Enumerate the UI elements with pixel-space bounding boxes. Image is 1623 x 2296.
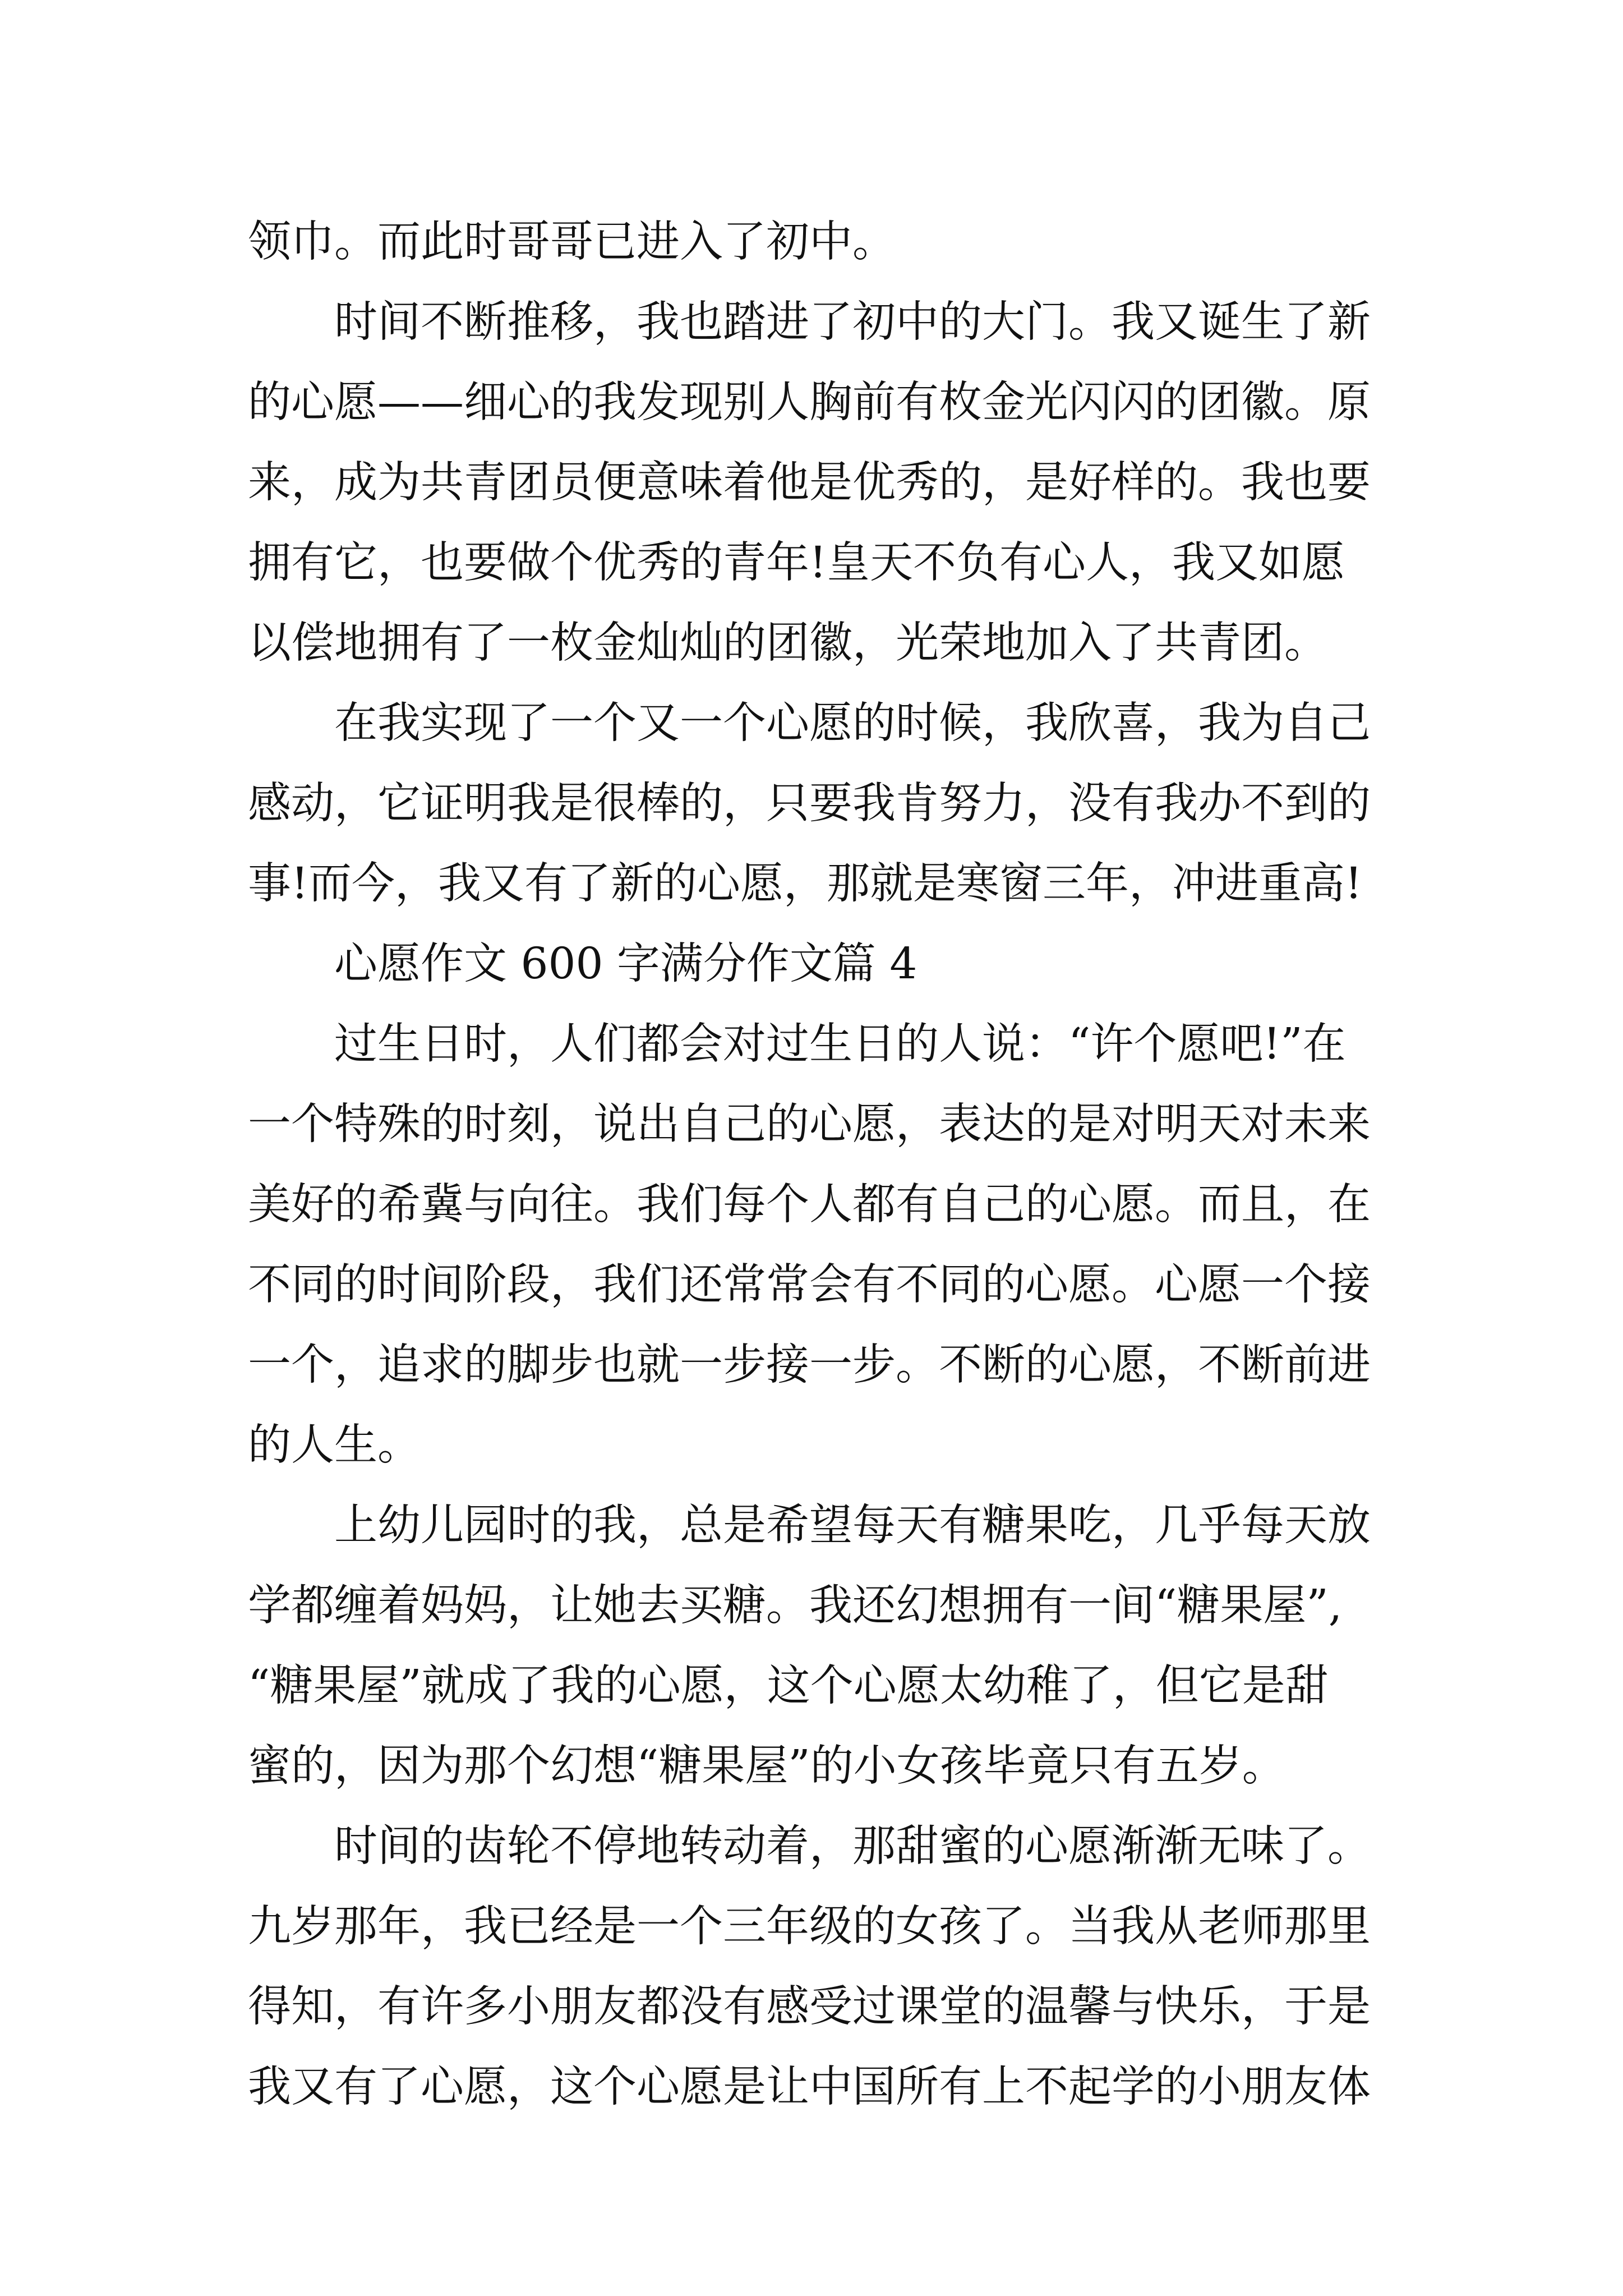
text-line: 得知，有许多小朋友都没有感受过课堂的温馨与快乐，于是 <box>248 1982 1371 2032</box>
text-line: “糖果屋”就成了我的心愿，这个心愿太幼稚了，但它是甜 <box>248 1661 1329 1711</box>
text-line: 来，成为共青团员便意味着他是优秀的，是好样的。我也要 <box>248 458 1371 508</box>
document-body <box>248 202 1375 2127</box>
text-line: 以偿地拥有了一枚金灿灿的团徽，光荣地加入了共青团。 <box>248 618 1327 668</box>
text-line: 九岁那年，我已经是一个三年级的女孩了。当我从老师那里 <box>248 1902 1371 1952</box>
text-line: 学都缠着妈妈，让她去买糖。我还幻想拥有一间“糖果屋”, <box>248 1581 1343 1631</box>
text-line: 在我实现了一个又一个心愿的时候，我欣喜，我为自己 <box>334 698 1371 748</box>
text-line: 过生日时，人们都会对过生日的人说：“许个愿吧!”在 <box>334 1019 1346 1069</box>
text-line: 上幼儿园时的我，总是希望每天有糖果吃，几乎每天放 <box>334 1501 1371 1550</box>
text-line: 时间的齿轮不停地转动着，那甜蜜的心愿渐渐无味了。 <box>334 1821 1371 1871</box>
text-line: 一个，追求的脚步也就一步接一步。不断的心愿，不断前进 <box>248 1340 1371 1390</box>
text-line: 的心愿——细心的我发现别人胸前有枚金光闪闪的团徽。原 <box>248 378 1371 427</box>
text-line: 感动，它证明我是很棒的，只要我肯努力，没有我办不到的 <box>248 779 1371 829</box>
text-line: 我又有了心愿，这个心愿是让中国所有上不起学的小朋友体 <box>248 2062 1371 2112</box>
text-line: 领巾。而此时哥哥已进入了初中。 <box>248 217 896 267</box>
text-line: 不同的时间阶段，我们还常常会有不同的心愿。心愿一个接 <box>248 1260 1371 1310</box>
text-line: 时间不断推移，我也踏进了初中的大门。我又诞生了新 <box>334 297 1371 347</box>
text-line: 蜜的，因为那个幻想“糖果屋”的小女孩毕竟只有五岁。 <box>248 1741 1285 1791</box>
text-line: 美好的希冀与向往。我们每个人都有自己的心愿。而且，在 <box>248 1180 1371 1230</box>
text-line: 一个特殊的时刻，说出自己的心愿，表达的是对明天对未来 <box>248 1099 1371 1149</box>
text-line: 事!而今，我又有了新的心愿，那就是寒窗三年，冲进重高! <box>248 859 1362 909</box>
text-line: 的人生。 <box>248 1420 421 1470</box>
text-line: 拥有它，也要做个优秀的青年!皇天不负有心人，我又如愿 <box>248 538 1345 588</box>
text-line: 心愿作文 600 字满分作文篇 4 <box>334 939 917 989</box>
